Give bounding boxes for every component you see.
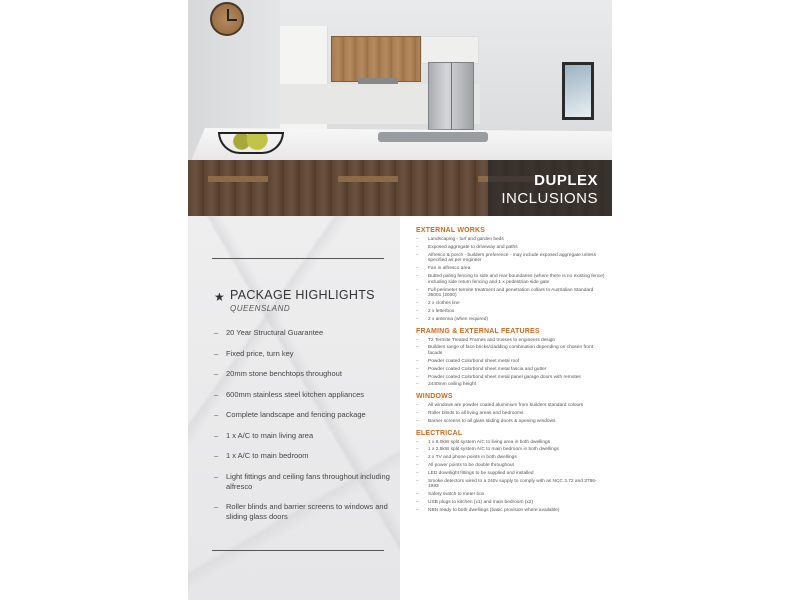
kitchen-hero-image (188, 0, 612, 216)
highlights-list (214, 328, 394, 533)
list-item: – Barrier screens to all glass sliding doors & opening windows (416, 419, 606, 425)
fridge (428, 62, 474, 130)
list-item: – T2 Termite Treated Frames and trusses to engineers design (416, 338, 606, 344)
list-item: – 2 x antenna (when required) (416, 317, 606, 323)
list-item: – All power points to be double throughout (416, 463, 606, 469)
windows-list (416, 403, 606, 424)
package-highlights-panel (188, 216, 400, 600)
bar-stool (208, 176, 268, 216)
list-item: – Fan in alfresco area (416, 266, 606, 272)
external-works-list (416, 237, 606, 323)
electrical-list (416, 440, 606, 514)
list-item: – 1 x 6.0kW split system A/C to living area in both dwellings (416, 440, 606, 446)
list-item: – Safety switch to meter box (416, 492, 606, 498)
list-item: – Roller blinds to all living areas and bedrooms (416, 411, 606, 417)
list-item: – Powder coated Colorbond sheet metal panel garage doors with remotes (416, 375, 606, 381)
list-item: – Exposed aggregate to driveway and paths (416, 245, 606, 251)
highlight-item: – 1 x A/C to main bedroom (214, 451, 394, 461)
list-item: – 2440mm ceiling height (416, 382, 606, 388)
list-item: – Smoke detectors wired to a 240v supply to comply with as NCC 3.72 and 3786-1993 (416, 479, 606, 491)
list-item: – Alfresco & porch - builders preference - may include exposed aggregate unless specified as per engineer (416, 253, 606, 265)
list-item: – 2 x letterbox (416, 309, 606, 315)
list-item: – All windows are powder coated aluminium from builders standard colours (416, 403, 606, 409)
list-item: – LED downlight fittings to be supplied and installed (416, 471, 606, 477)
hero-title-banner (488, 160, 612, 216)
list-item: – USB plugs to kitchen (x1) and main bedroom (x2) (416, 500, 606, 506)
divider-top (212, 258, 384, 259)
sink (378, 132, 488, 142)
list-item: – 2 x clothes line (416, 301, 606, 307)
inclusions-column (416, 227, 606, 519)
hero-title-duplex: DUPLEX (534, 172, 598, 189)
list-item: – 2 x TV and phone points in both dwellings (416, 455, 606, 461)
highlight-item: – Fixed price, turn key (214, 349, 394, 359)
section-title-external-works: EXTERNAL WORKS (416, 227, 486, 234)
list-item: – Builders range of face bricks/cladding combination depending on chosen front facade (416, 345, 606, 357)
divider-bottom (212, 550, 384, 551)
highlight-item: – Light fittings and ceiling fans throughout including alfresco (214, 472, 394, 492)
package-highlights-title: PACKAGE HIGHLIGHTS (230, 288, 375, 302)
brochure-page (188, 0, 612, 600)
list-item: – Powder coated Colorbond sheet metal roof (416, 359, 606, 365)
section-title-windows: WINDOWS (416, 393, 453, 401)
highlight-item: – 600mm stainless steel kitchen appliances (214, 390, 394, 400)
section-title-electrical: ELECTRICAL (416, 429, 463, 437)
list-item: – Landscaping - turf and garden beds (416, 237, 606, 243)
timber-cabinets (331, 36, 421, 82)
section-title-framing: FRAMING & EXTERNAL FEATURES (416, 327, 540, 335)
package-highlights-region: QUEENSLAND (230, 304, 291, 313)
list-item: – NBN ready to both dwellings (basic provision where available) (416, 508, 606, 514)
bar-stool (338, 176, 398, 216)
list-item: – Full perimeter termite treatment and penetration collars to Australian Standard 36001 (2000) (416, 288, 606, 300)
highlight-item: – 1 x A/C to main living area (214, 431, 394, 441)
kitchen-window (562, 62, 594, 120)
wall-clock (210, 2, 244, 36)
star-icon: ★ (214, 290, 225, 304)
list-item: – Powder coated Colorbond sheet metal fascia and gutter (416, 367, 606, 373)
framing-list (416, 338, 606, 389)
hero-title-inclusions: INCLUSIONS (501, 190, 598, 207)
list-item: – 1 x 2.5kW split system A/C to main bedroom in both dwellings (416, 447, 606, 453)
highlight-item: – 20mm stone benchtops throughout (214, 369, 394, 379)
highlight-item: – Roller blinds and barrier screens to windows and sliding glass doors (214, 502, 394, 522)
highlight-item: – Complete landscape and fencing package (214, 410, 394, 420)
list-item: – Butted paling fencing to side and rear boundaries (where there is no existing fence) including side return fencing and 1 x pedestrian side gate (416, 274, 606, 286)
highlight-item: – 20 Year Structural Guarantee (214, 328, 394, 338)
